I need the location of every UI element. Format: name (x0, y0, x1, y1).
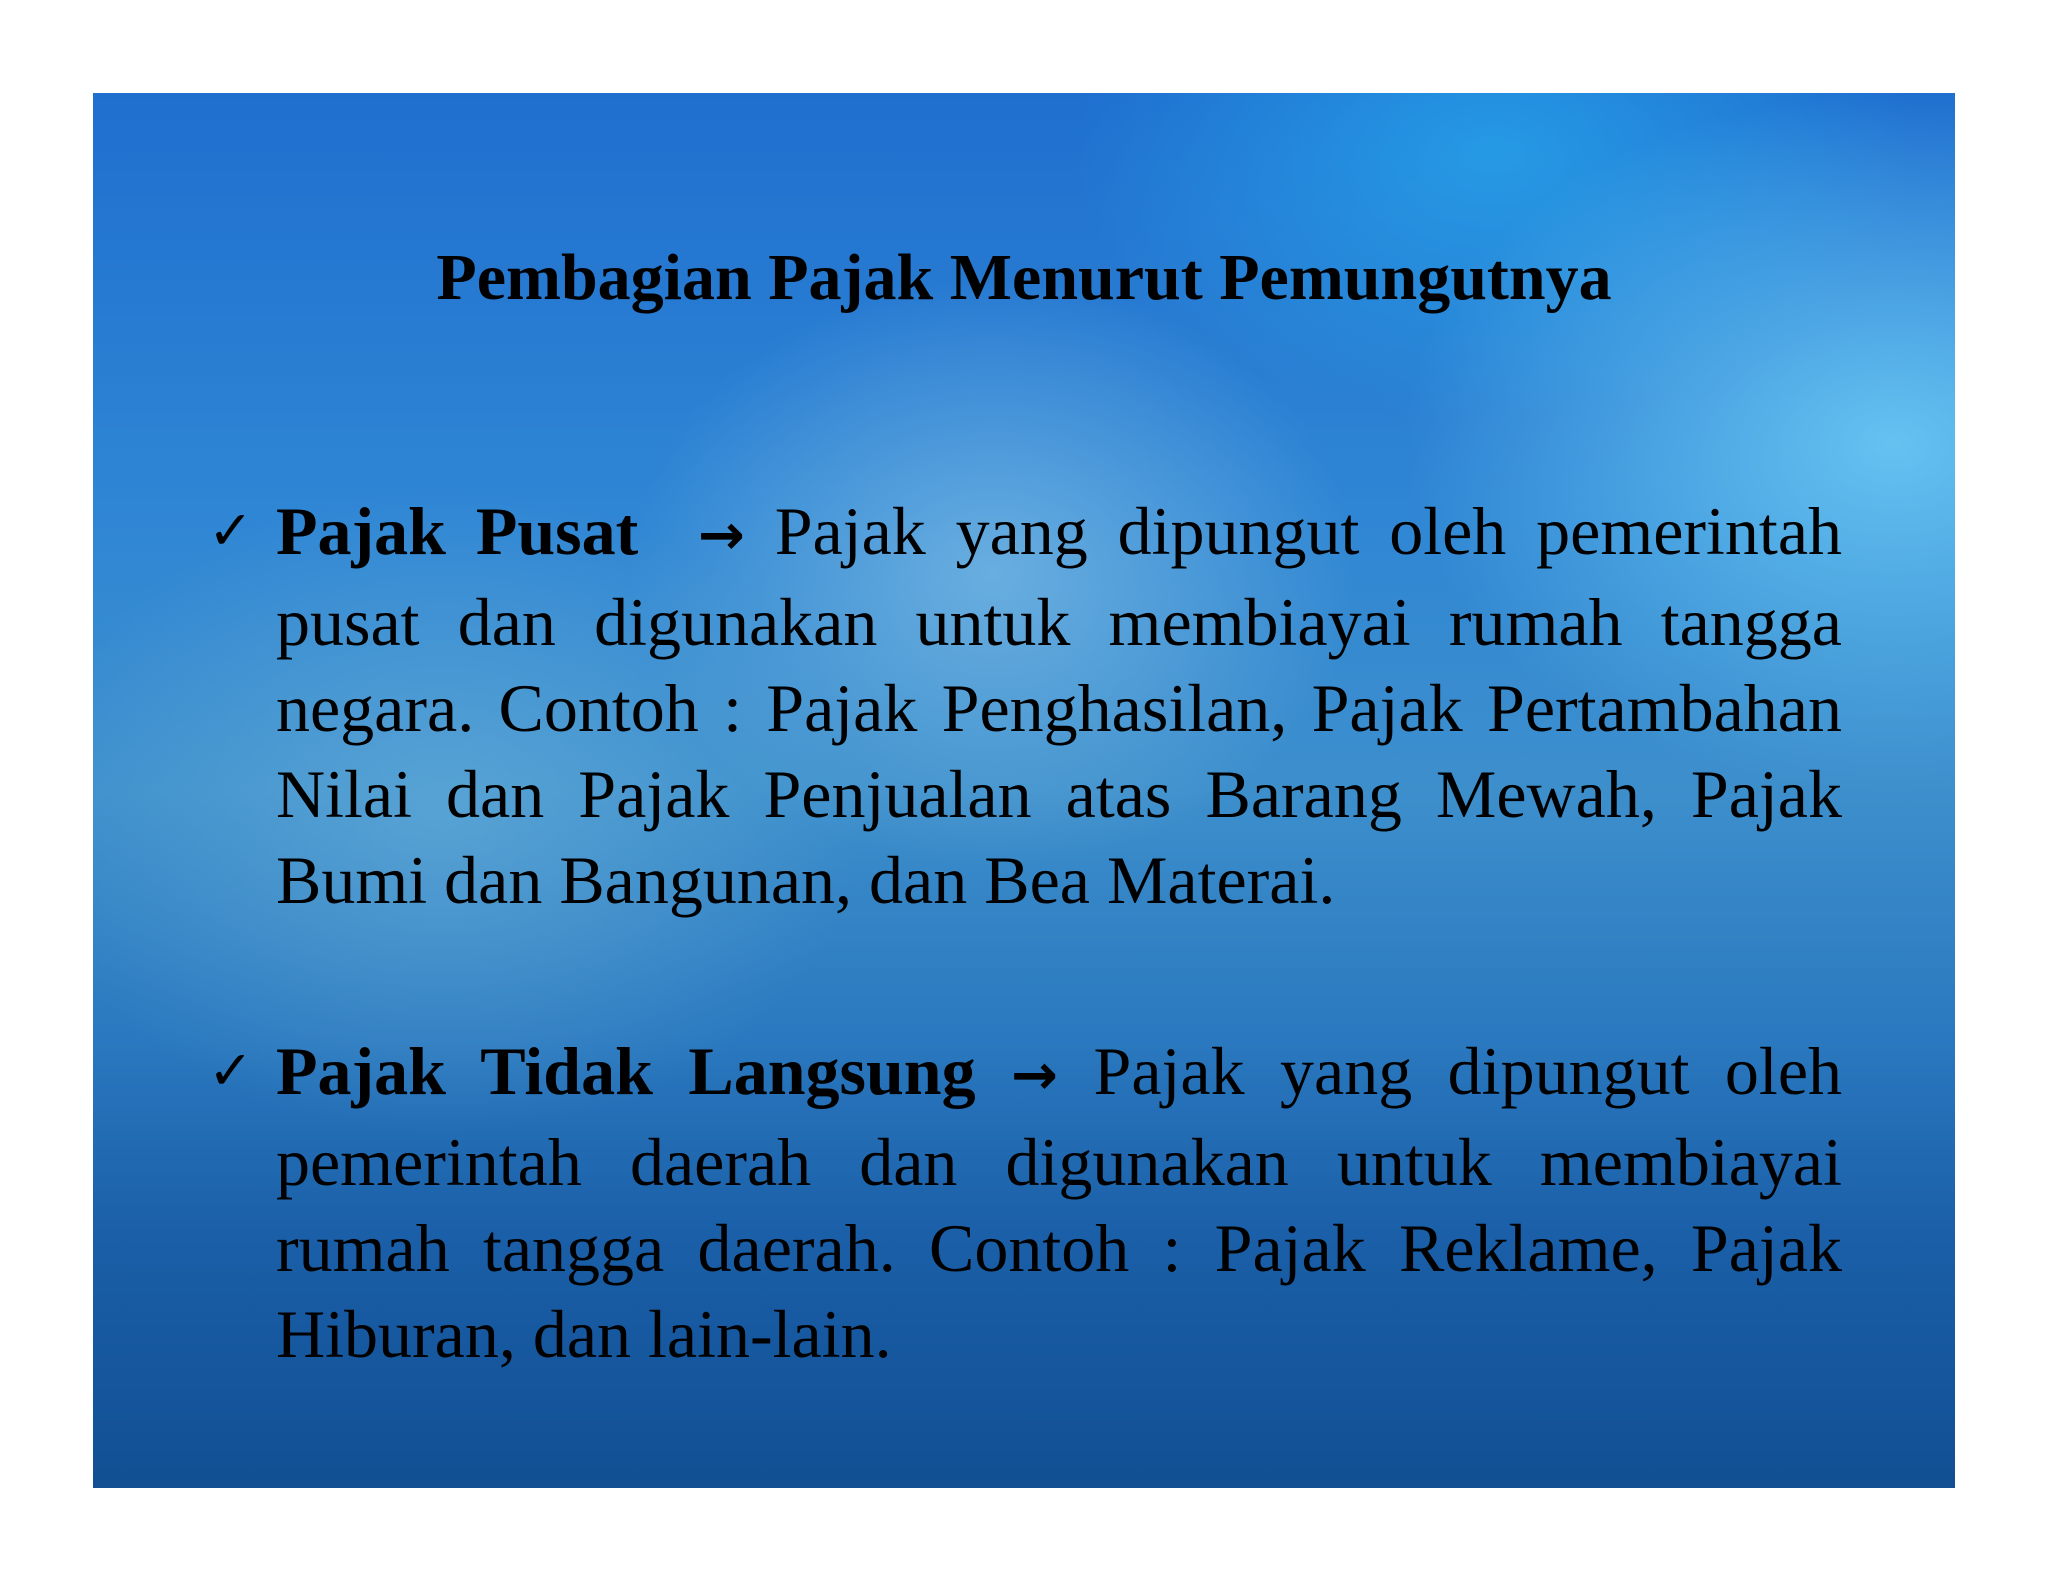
bullet-text: Pajak yang dipungut oleh pemerintah pusat dan digunakan untuk membiayai rumah tangga negara. Contoh : Pajak Penghasilan, Pajak Pertambahan Nilai dan Pajak Penjualan atas Barang Mewah, Pajak Bumi dan Bangunan, dan Bea Materai. (276, 493, 1842, 918)
check-mark-icon: ✓ (208, 499, 254, 562)
bullet-item-pajak-pusat (208, 488, 1908, 1008)
bullet-term: Pajak Tidak Langsung (276, 1033, 976, 1109)
bullet-term: Pajak Pusat (276, 493, 639, 569)
slide (93, 93, 1955, 1488)
bullet-text: Pajak yang dipungut oleh pemerintah daerah dan digunakan untuk membiayai rumah tangga daerah. Contoh : Pajak Reklame, Pajak Hiburan, dan lain-lain. (276, 1033, 1843, 1372)
slide-title: Pembagian Pajak Menurut Pemungutnya (436, 241, 1612, 314)
right-arrow-icon: → (697, 503, 745, 568)
bullet-item-pajak-tidak-langsung (208, 1028, 1908, 1388)
check-mark-icon: ✓ (208, 1039, 254, 1102)
bullet-body (276, 1028, 1842, 1377)
bullet-body (276, 488, 1842, 923)
right-arrow-icon: → (1011, 1043, 1059, 1108)
